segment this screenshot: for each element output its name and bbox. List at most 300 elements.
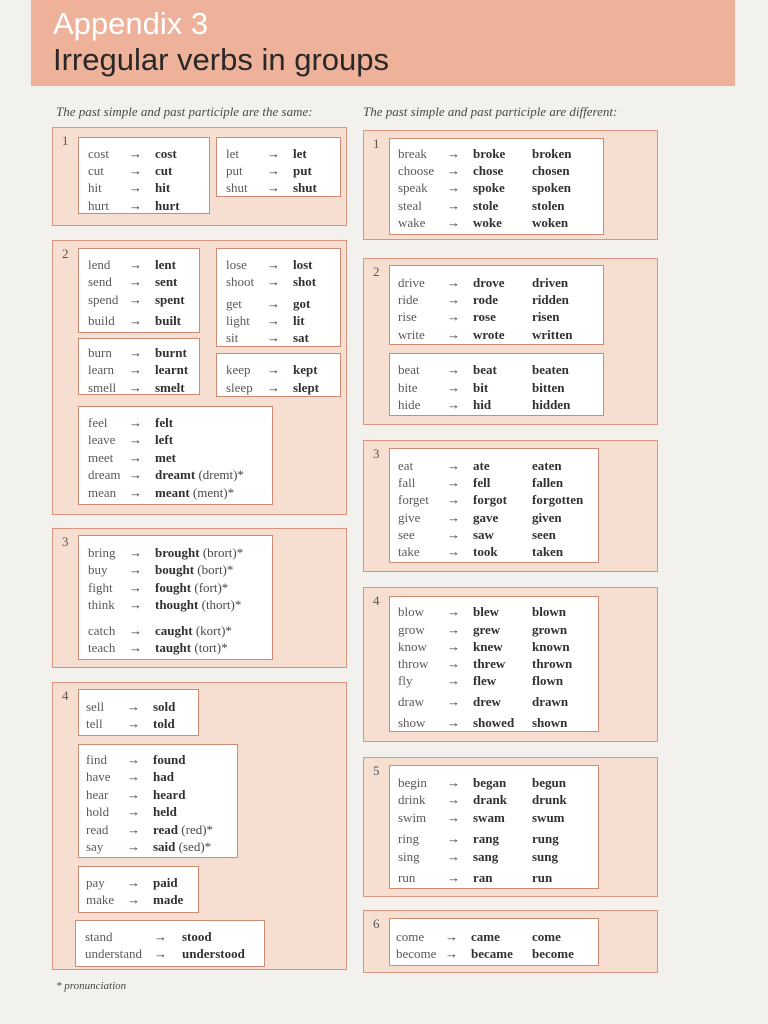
arrow-icon: →	[129, 198, 142, 213]
pronunciation-note: (red)*	[178, 822, 214, 837]
verb-box	[216, 248, 341, 347]
past-simple: burnt	[155, 345, 187, 360]
past-simple: flew	[473, 673, 497, 688]
base-form: fly	[398, 673, 413, 688]
base-form: throw	[398, 656, 429, 671]
past-simple: came	[471, 929, 500, 944]
verb-row	[217, 295, 342, 312]
past-simple: lit	[293, 313, 305, 328]
base-form: smell	[88, 380, 117, 395]
arrow-icon: →	[447, 544, 460, 559]
past-simple: showed	[473, 715, 515, 730]
past-participle: bitten	[532, 380, 565, 395]
verb-row	[390, 869, 600, 886]
base-form: break	[398, 146, 427, 161]
past-participle: taken	[532, 544, 564, 559]
group-number: 6	[373, 916, 380, 931]
base-form: understand	[85, 946, 143, 961]
base-form: swim	[398, 810, 427, 825]
past-participle: stolen	[532, 198, 565, 213]
arrow-icon: →	[129, 485, 142, 500]
base-form: run	[398, 870, 416, 885]
verb-row	[79, 579, 274, 596]
past-participle: blown	[532, 604, 566, 619]
base-form: tell	[86, 716, 103, 731]
past-participle: seen	[532, 527, 556, 542]
group-number: 3	[373, 446, 380, 461]
arrow-icon: →	[127, 716, 140, 731]
group-number: 2	[62, 246, 69, 261]
past-simple: put	[293, 163, 312, 178]
base-form: dream	[88, 467, 121, 482]
page-title: Irregular verbs in groups	[53, 42, 389, 77]
past-simple: saw	[473, 527, 494, 542]
arrow-icon: →	[129, 432, 142, 447]
pronunciation-note: (ment)*	[189, 485, 235, 500]
verb-row	[390, 379, 605, 396]
base-form: lend	[88, 257, 111, 272]
base-form: light	[226, 313, 250, 328]
past-simple: cut	[155, 163, 173, 178]
pronunciation-note: (tort)*	[191, 640, 228, 655]
base-form: sing	[398, 849, 420, 864]
verb-row	[390, 928, 600, 945]
past-simple: rose	[473, 309, 496, 324]
verb-row	[79, 449, 274, 466]
arrow-icon: →	[267, 380, 280, 395]
verb-row	[79, 344, 201, 361]
verb-row	[217, 379, 342, 396]
verb-box	[216, 137, 341, 197]
arrow-icon: →	[445, 929, 458, 944]
verb-box	[389, 265, 604, 345]
base-form: fight	[88, 580, 113, 595]
verb-row	[79, 484, 274, 501]
base-form: ring	[398, 831, 419, 846]
base-form: lose	[226, 257, 247, 272]
verb-box	[78, 744, 238, 858]
arrow-icon: →	[129, 362, 142, 377]
arrow-icon: →	[267, 257, 280, 272]
past-participle: grown	[532, 622, 568, 637]
arrow-icon: →	[447, 292, 460, 307]
past-simple: taught (tort)*	[155, 640, 228, 655]
arrow-icon: →	[447, 475, 460, 490]
past-simple: forgot	[473, 492, 507, 507]
past-simple: fell	[473, 475, 491, 490]
verb-box	[389, 138, 604, 235]
verb-row	[390, 179, 605, 196]
past-simple: heard	[153, 787, 186, 802]
past-simple: began	[473, 775, 507, 790]
past-simple: sang	[473, 849, 499, 864]
past-simple: sent	[155, 274, 178, 289]
verb-box	[78, 866, 199, 913]
verb-row	[390, 791, 600, 808]
verb-box	[78, 338, 200, 395]
verb-row	[79, 768, 239, 785]
arrow-icon: →	[129, 292, 142, 307]
past-participle: ridden	[532, 292, 569, 307]
past-simple: bought (bort)*	[155, 562, 234, 577]
appendix-number: Appendix 3	[53, 6, 209, 41]
verb-row	[79, 197, 211, 214]
past-simple: threw	[473, 656, 506, 671]
base-form: come	[396, 929, 425, 944]
base-form: sell	[86, 699, 105, 714]
base-form: get	[226, 296, 242, 311]
base-form: put	[226, 163, 243, 178]
arrow-icon: →	[129, 345, 142, 360]
footnote: * pronunciation	[56, 980, 127, 992]
base-form: bring	[88, 545, 116, 560]
past-simple: had	[153, 769, 174, 784]
past-participle: known	[532, 639, 570, 654]
past-simple: lent	[155, 257, 176, 272]
past-simple: bit	[473, 380, 489, 395]
past-participle: forgotten	[532, 492, 584, 507]
past-simple: read (red)*	[153, 822, 214, 837]
base-form: find	[86, 752, 107, 767]
past-participle: chosen	[532, 163, 570, 178]
arrow-icon: →	[447, 327, 460, 342]
past-simple: slept	[293, 380, 319, 395]
arrow-icon: →	[129, 180, 142, 195]
verb-box	[389, 918, 599, 966]
verb-row	[390, 809, 600, 826]
past-simple: spent	[155, 292, 185, 307]
base-form: hear	[86, 787, 109, 802]
base-form: wake	[398, 215, 426, 230]
base-form: speak	[398, 180, 428, 195]
pronunciation-note: (kort)*	[192, 623, 232, 638]
verb-row	[217, 273, 342, 290]
past-participle: woken	[532, 215, 569, 230]
arrow-icon: →	[447, 146, 460, 161]
verb-row	[390, 693, 600, 710]
past-participle: given	[532, 510, 562, 525]
verb-row	[390, 214, 605, 231]
verb-row	[79, 698, 200, 715]
base-form: draw	[398, 694, 424, 709]
arrow-icon: →	[127, 699, 140, 714]
verb-box	[75, 920, 265, 967]
base-form: stand	[85, 929, 113, 944]
base-form: blow	[398, 604, 424, 619]
arrow-icon: →	[267, 274, 280, 289]
arrow-icon: →	[129, 640, 142, 655]
verb-row	[79, 874, 200, 891]
base-form: cost	[88, 146, 109, 161]
past-simple: hurt	[155, 198, 180, 213]
arrow-icon: →	[154, 929, 167, 944]
verb-row	[217, 179, 342, 196]
base-form: see	[398, 527, 415, 542]
past-participle: risen	[532, 309, 560, 324]
group-number: 1	[373, 136, 380, 151]
verb-row	[79, 544, 274, 561]
past-participle: thrown	[532, 656, 573, 671]
past-simple: caught (kort)*	[155, 623, 232, 638]
past-simple: felt	[155, 415, 174, 430]
verb-row	[217, 256, 342, 273]
past-simple: kept	[293, 362, 318, 377]
past-simple: met	[155, 450, 176, 465]
past-simple: swam	[473, 810, 505, 825]
base-form: shut	[226, 180, 248, 195]
past-simple: made	[153, 892, 184, 907]
past-participle: become	[532, 946, 574, 961]
past-participle: spoken	[532, 180, 572, 195]
verb-row	[79, 821, 239, 838]
past-participle: sung	[532, 849, 559, 864]
arrow-icon: →	[447, 870, 460, 885]
verb-row	[390, 621, 600, 638]
arrow-icon: →	[447, 510, 460, 525]
arrow-icon: →	[447, 275, 460, 290]
past-participle: eaten	[532, 458, 562, 473]
pronunciation-note: (thort)*	[198, 597, 242, 612]
verb-row	[390, 197, 605, 214]
base-form: teach	[88, 640, 116, 655]
past-simple: stood	[182, 929, 212, 944]
past-simple: took	[473, 544, 498, 559]
past-simple: sold	[153, 699, 176, 714]
group-number: 1	[62, 133, 69, 148]
base-form: sit	[226, 330, 239, 345]
verb-box	[78, 248, 200, 333]
verb-row	[390, 945, 600, 962]
verb-row	[79, 361, 201, 378]
verb-box	[78, 137, 210, 214]
arrow-icon: →	[129, 450, 142, 465]
base-form: leave	[88, 432, 116, 447]
past-simple: rode	[473, 292, 499, 307]
verb-row	[390, 830, 600, 847]
past-participle: begun	[532, 775, 566, 790]
verb-row	[390, 672, 600, 689]
past-simple: hit	[155, 180, 171, 195]
past-simple: paid	[153, 875, 178, 890]
past-simple: meant (ment)*	[155, 485, 235, 500]
past-simple: understood	[182, 946, 245, 961]
arrow-icon: →	[129, 597, 142, 612]
past-simple: drank	[473, 792, 507, 807]
arrow-icon: →	[127, 804, 140, 819]
arrow-icon: →	[127, 787, 140, 802]
pronunciation-note: (dremt)*	[195, 467, 244, 482]
arrow-icon: →	[447, 810, 460, 825]
past-simple: sat	[293, 330, 309, 345]
past-simple: grew	[473, 622, 501, 637]
base-form: write	[398, 327, 425, 342]
verb-row	[79, 291, 201, 308]
past-participle: hidden	[532, 397, 571, 412]
base-form: think	[88, 597, 115, 612]
left-column-heading: The past simple and past participle are the same:	[56, 104, 313, 119]
arrow-icon: →	[127, 769, 140, 784]
arrow-icon: →	[267, 146, 280, 161]
arrow-icon: →	[447, 198, 460, 213]
verb-row	[79, 561, 274, 578]
past-simple: blew	[473, 604, 499, 619]
base-form: rise	[398, 309, 417, 324]
arrow-icon: →	[447, 380, 460, 395]
group-number: 2	[373, 264, 380, 279]
verb-row	[390, 491, 600, 508]
arrow-icon: →	[129, 163, 142, 178]
past-simple: said (sed)*	[153, 839, 212, 854]
base-form: build	[88, 313, 115, 328]
past-simple: left	[155, 432, 174, 447]
verb-row	[390, 145, 605, 162]
verb-row	[217, 162, 342, 179]
verb-row	[79, 256, 201, 273]
verb-row	[217, 361, 342, 378]
past-simple: broke	[473, 146, 506, 161]
verb-row	[390, 274, 605, 291]
verb-row	[390, 162, 605, 179]
verb-row	[76, 928, 266, 945]
verb-row	[390, 638, 600, 655]
base-form: drink	[398, 792, 426, 807]
verb-row	[390, 603, 600, 620]
base-form: grow	[398, 622, 425, 637]
arrow-icon: →	[447, 362, 460, 377]
base-form: begin	[398, 775, 427, 790]
arrow-icon: →	[267, 296, 280, 311]
base-form: steal	[398, 198, 422, 213]
arrow-icon: →	[447, 849, 460, 864]
base-form: become	[396, 946, 437, 961]
past-participle: flown	[532, 673, 564, 688]
past-simple: hid	[473, 397, 492, 412]
past-simple: built	[155, 313, 182, 328]
past-participle: written	[532, 327, 573, 342]
arrow-icon: →	[127, 892, 140, 907]
verb-row	[390, 774, 600, 791]
past-participle: rung	[532, 831, 559, 846]
verb-row	[390, 474, 600, 491]
verb-row	[79, 622, 274, 639]
verb-row	[79, 414, 274, 431]
past-participle: come	[532, 929, 561, 944]
arrow-icon: →	[447, 309, 460, 324]
arrow-icon: →	[129, 274, 142, 289]
base-form: make	[86, 892, 115, 907]
verb-row	[79, 639, 274, 656]
arrow-icon: →	[447, 673, 460, 688]
verb-row	[390, 291, 605, 308]
base-form: have	[86, 769, 111, 784]
verb-row	[390, 714, 600, 731]
arrow-icon: →	[129, 467, 142, 482]
base-form: eat	[398, 458, 414, 473]
verb-box	[389, 353, 604, 416]
base-form: let	[226, 146, 239, 161]
verb-row	[79, 312, 201, 329]
right-column-heading: The past simple and past participle are different:	[363, 104, 618, 119]
past-simple: ate	[473, 458, 490, 473]
base-form: feel	[88, 415, 108, 430]
arrow-icon: →	[447, 656, 460, 671]
verb-row	[79, 803, 239, 820]
verb-row	[390, 543, 600, 560]
base-form: beat	[398, 362, 420, 377]
base-form: know	[398, 639, 427, 654]
arrow-icon: →	[129, 380, 142, 395]
verb-row	[79, 273, 201, 290]
past-participle: swum	[532, 810, 565, 825]
arrow-icon: →	[447, 458, 460, 473]
verb-box	[389, 448, 599, 563]
verb-row	[390, 526, 600, 543]
arrow-icon: →	[447, 831, 460, 846]
past-simple: became	[471, 946, 513, 961]
verb-row	[390, 509, 600, 526]
verb-box	[389, 765, 599, 889]
verb-row	[79, 596, 274, 613]
past-simple: chose	[473, 163, 504, 178]
past-simple: stole	[473, 198, 499, 213]
arrow-icon: →	[447, 792, 460, 807]
past-participle: fallen	[532, 475, 564, 490]
arrow-icon: →	[267, 330, 280, 345]
arrow-icon: →	[447, 694, 460, 709]
verb-row	[217, 145, 342, 162]
arrow-icon: →	[447, 715, 460, 730]
base-form: take	[398, 544, 420, 559]
verb-row	[217, 329, 342, 346]
past-simple: rang	[473, 831, 499, 846]
arrow-icon: →	[447, 639, 460, 654]
past-simple: shut	[293, 180, 317, 195]
arrow-icon: →	[127, 752, 140, 767]
arrow-icon: →	[129, 146, 142, 161]
base-form: read	[86, 822, 109, 837]
base-form: give	[398, 510, 421, 525]
past-simple: brought (brort)*	[155, 545, 244, 560]
arrow-icon: →	[267, 180, 280, 195]
verb-box	[78, 535, 273, 660]
arrow-icon: →	[447, 163, 460, 178]
verb-row	[217, 312, 342, 329]
base-form: pay	[86, 875, 105, 890]
base-form: hold	[86, 804, 110, 819]
arrow-icon: →	[129, 623, 142, 638]
verb-row	[79, 179, 211, 196]
base-form: show	[398, 715, 426, 730]
base-form: cut	[88, 163, 104, 178]
base-form: forget	[398, 492, 429, 507]
base-form: keep	[226, 362, 251, 377]
arrow-icon: →	[447, 397, 460, 412]
verb-row	[390, 396, 605, 413]
past-simple: wrote	[473, 327, 505, 342]
past-participle: drawn	[532, 694, 569, 709]
verb-row	[79, 786, 239, 803]
past-simple: spoke	[473, 180, 505, 195]
base-form: meet	[88, 450, 114, 465]
past-simple: smelt	[155, 380, 185, 395]
past-simple: told	[153, 716, 175, 731]
past-simple: got	[293, 296, 311, 311]
verb-box	[216, 353, 341, 397]
past-simple: shot	[293, 274, 317, 289]
base-form: mean	[88, 485, 117, 500]
group-number: 5	[373, 763, 380, 778]
base-form: choose	[398, 163, 435, 178]
